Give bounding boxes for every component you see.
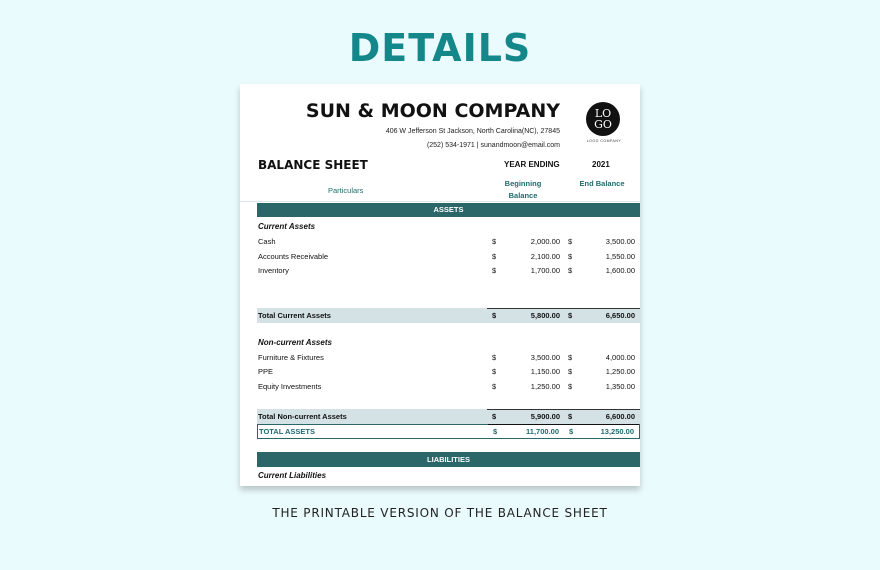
currency-symbol: $: [492, 382, 497, 391]
end-value: 4,000.00: [605, 353, 635, 362]
currency-symbol: $: [568, 367, 573, 376]
column-header-end-balance: End Balance: [579, 179, 625, 188]
row-label: Accounts Receivable: [258, 252, 329, 261]
beginning-value: 2,000.00: [530, 237, 560, 246]
currency-symbol: $: [492, 266, 497, 275]
row-label: Furniture & Fixtures: [258, 353, 324, 362]
currency-symbol: $: [568, 382, 573, 391]
currency-symbol: $: [492, 237, 497, 246]
currency-symbol: $: [568, 252, 573, 261]
header-divider: [240, 201, 640, 202]
row-label: Total Current Assets: [258, 311, 331, 320]
row-label: TOTAL ASSETS: [259, 427, 315, 436]
currency-symbol: $: [492, 311, 497, 320]
liabilities-section-header: LIABILITIES: [257, 452, 640, 467]
table-row: [257, 250, 640, 264]
beginning-value: 5,900.00: [530, 412, 560, 421]
balance-sheet-document: [240, 84, 640, 486]
logo-text-bottom: GO: [594, 118, 612, 131]
column-header-particulars: Particulars: [328, 186, 364, 195]
beginning-value: 11,700.00: [526, 427, 559, 436]
company-name: SUN & MOON COMPANY: [305, 100, 560, 122]
end-value: 1,600.00: [605, 266, 635, 275]
page-headline: DETAILS: [348, 26, 532, 70]
row-label: Total Non-current Assets: [258, 412, 347, 421]
currency-symbol: $: [568, 311, 573, 320]
end-value: 1,350.00: [605, 382, 635, 391]
currency-symbol: $: [568, 353, 573, 362]
currency-symbol: $: [568, 266, 573, 275]
currency-symbol: $: [492, 252, 497, 261]
currency-symbol: $: [492, 367, 497, 376]
current-assets-heading: Current Assets: [258, 222, 316, 231]
company-address: 406 W Jefferson St Jackson, North Carolina(NC), 27845: [385, 128, 560, 135]
page-caption: THE PRINTABLE VERSION OF THE BALANCE SHEET: [272, 506, 608, 520]
noncurrent-assets-heading: Non-current Assets: [258, 338, 332, 347]
logo-caption: LOGO COMPANY: [586, 139, 622, 143]
table-row: [257, 365, 640, 379]
logo-text-top: LO: [594, 107, 612, 120]
end-value: 6,600.00: [605, 412, 635, 421]
currency-symbol: $: [492, 353, 497, 362]
table-row: [257, 235, 640, 249]
beginning-value: 1,700.00: [530, 266, 560, 275]
year-value: 2021: [592, 160, 610, 169]
company-logo: [586, 102, 620, 136]
beginning-value: 3,500.00: [530, 353, 560, 362]
row-label: Cash: [258, 237, 276, 246]
year-ending-label: YEAR ENDING: [504, 160, 560, 169]
end-value: 1,550.00: [605, 252, 635, 261]
currency-symbol: $: [569, 427, 574, 436]
currency-symbol: $: [493, 427, 498, 436]
currency-symbol: $: [492, 412, 497, 421]
table-row: [257, 264, 640, 278]
total-current-assets-row: [257, 308, 640, 323]
end-value: 6,650.00: [605, 311, 635, 320]
end-value: 3,500.00: [605, 237, 635, 246]
currency-symbol: $: [568, 412, 573, 421]
end-value: 13,250.00: [600, 427, 634, 436]
row-label: Equity Investments: [258, 382, 322, 391]
table-row: [257, 351, 640, 365]
end-value: 1,250.00: [605, 367, 635, 376]
beginning-value: 1,250.00: [530, 382, 560, 391]
row-label: Inventory: [258, 266, 289, 275]
total-assets-row: [257, 424, 640, 439]
currency-symbol: $: [568, 237, 573, 246]
beginning-value: 5,800.00: [530, 311, 560, 320]
company-contact: (252) 534-1971 | sunandmoon@email.com: [426, 142, 560, 149]
total-noncurrent-assets-row: [257, 409, 640, 424]
column-header-beginning-balance: Beginning Balance: [504, 179, 542, 200]
assets-section-header: ASSETS: [257, 203, 640, 217]
beginning-value: 2,100.00: [530, 252, 560, 261]
sheet-title: BALANCE SHEET: [258, 158, 368, 172]
table-row: [257, 380, 640, 394]
beginning-value: 1,150.00: [530, 367, 560, 376]
row-label: PPE: [258, 367, 274, 376]
current-liabilities-heading: Current Liabilities: [258, 471, 327, 480]
